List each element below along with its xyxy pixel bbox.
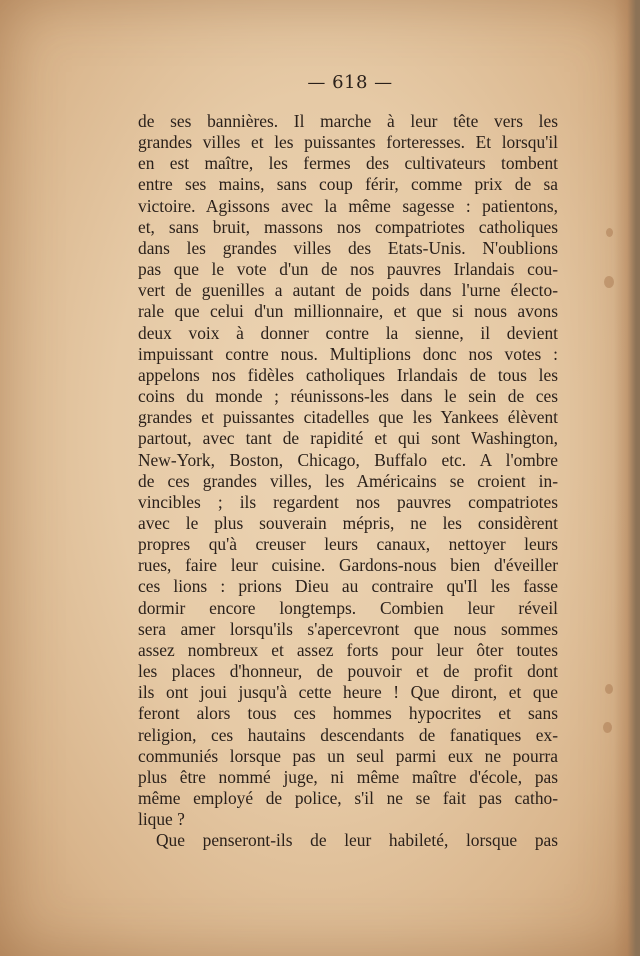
text-line: ils ont joui jusqu'à cette heure ! Que diront, et que (138, 682, 558, 703)
foxing-spot (606, 228, 613, 237)
text-line: dormir encore longtemps. Combien leur réveil (138, 597, 558, 618)
text-line: rues, faire leur cuisine. Gardons-nous bien d'éveiller (138, 555, 558, 576)
text-line: rale que celui d'un millionnaire, et que si nous avons (138, 301, 558, 322)
text-line: même employé de police, s'il ne se fait pas catho- (138, 788, 558, 808)
text-line: dans les grandes villes des Etats-Unis. N'oublions (138, 237, 558, 258)
page-number: — 618 — (307, 72, 393, 93)
text-line: de ses bannières. Il marche à leur tête vers les (138, 111, 558, 131)
text-line: sera amer lorsqu'ils s'apercevront que nous sommes (138, 618, 558, 639)
text-line: de ces grandes villes, les Américains se croient in- (138, 470, 558, 491)
text-line: feront alors tous ces hommes hypocrites et sans (138, 703, 558, 724)
text-line: les places d'honneur, de pouvoir et de profit dont (138, 661, 558, 682)
text-line: communiés lorsque pas un seul parmi eux ne pourra (138, 745, 558, 766)
text-line: grandes et puissantes citadelles que les Yankees élèvent (138, 407, 558, 428)
text-line: religion, ces hautains descendants de fanatiques ex- (138, 724, 558, 745)
text-line: Que penseront-ils de leur habileté, lorsque pas (156, 830, 558, 851)
foxing-spot (603, 722, 612, 733)
text-line: New-York, Boston, Chicago, Buffalo etc. A l'ombre (138, 449, 558, 470)
text-line: impuissant contre nous. Multiplions donc nos votes : (138, 343, 558, 364)
text-line: victoire. Agissons avec la même sagesse : patientons, (138, 195, 558, 216)
text-line: ces lions : prions Dieu au contraire qu'Il les fasse (138, 576, 558, 597)
text-line: propres qu'à creuser leurs canaux, nettoyer leurs (138, 534, 558, 555)
text-line: deux voix à donner contre la sienne, il devient (138, 322, 558, 343)
text-line: lique ? (138, 809, 185, 830)
foxing-spot (605, 684, 613, 694)
text-line: partout, avec tant de rapidité et qui sont Washington, (138, 428, 558, 449)
text-line: appelons nos fidèles catholiques Irlandais de tous les (138, 364, 558, 385)
body-text (138, 111, 558, 851)
text-line: vincibles ; ils regardent nos pauvres compatriotes (138, 491, 558, 512)
text-line: pas que le vote d'un de nos pauvres Irlandais cou- (138, 259, 558, 280)
text-line: en est maître, les fermes des cultivateurs tombent (138, 153, 558, 174)
text-line: coins du monde ; réunissons-les dans le sein de ces (138, 386, 558, 407)
text-line: vert de guenilles a autant de poids dans l'urne électo- (138, 280, 558, 301)
text-line: assez nombreux et assez forts pour leur ôter toutes (138, 639, 558, 660)
text-line: plus être nommé juge, ni même maître d'école, pas (138, 766, 558, 787)
text-line: avec le plus souverain mépris, ne les considèrent (138, 512, 558, 533)
text-line: grandes villes et les puissantes forteresses. Et lorsqu'il (138, 132, 558, 153)
foxing-spot (604, 276, 614, 288)
text-line: et, sans bruit, massons nos compatriotes catholiques (138, 216, 558, 237)
text-line: entre ses mains, sans coup férir, comme prix de sa (138, 174, 558, 195)
page-edge (614, 0, 636, 956)
